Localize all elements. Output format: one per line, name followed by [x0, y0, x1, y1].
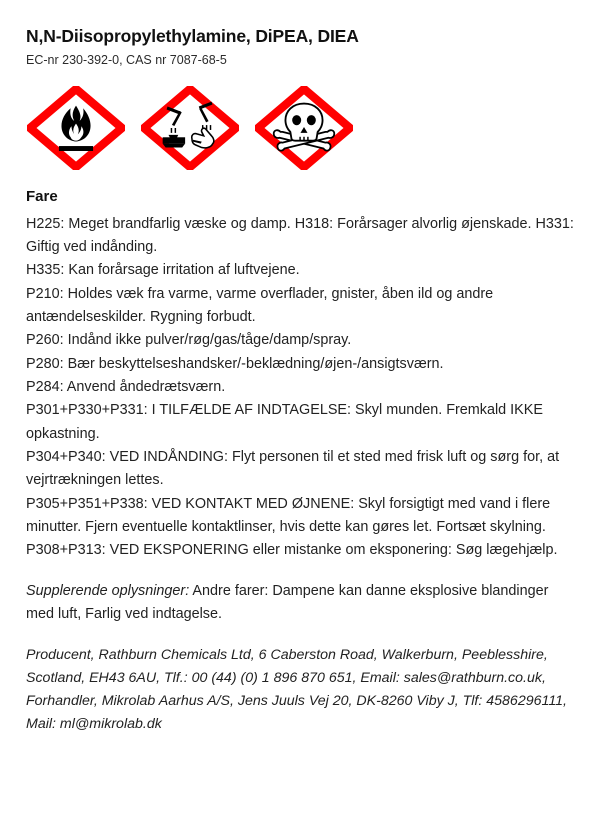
flame-pictogram [27, 86, 125, 170]
corrosion-pictogram [141, 86, 239, 170]
hazard-statements [26, 213, 576, 283]
precautionary-statement: P260: Indånd ikke pulver/røg/gas/tåge/damp/spray. [26, 332, 352, 349]
hazard-statement: H225: Meget brandfarlig væske og damp. H318: Forårsager alvorlig øjenskade. H331: Giftig ved indånding. [26, 215, 574, 256]
hazard-statement: H335: Kan forårsage irritation af luftvejene. [26, 262, 300, 279]
precautionary-statement: P304+P340: VED INDÅNDING: Flyt personen til et sted med frisk luft og sørg for, at vejrtrækningen lettes. [26, 449, 560, 489]
signal-word: Fare [26, 188, 58, 205]
skull-and-crossbones-pictogram [255, 86, 353, 170]
manufacturer-contact-info: Producent, Rathburn Chemicals Ltd, 6 Caberston Road, Walkerburn, Peeblesshire, Scotland, EH43 6AU, Tlf.: 00 (44) (0) 1 896 870 651, Email: sales@rathburn.co.uk, Forhandler, Mikrolab Aarhus A/S, Jens Juuls Vej 20, DK-8260 Viby J, Tlf: 4586296111, Mail: ml@mikrolab.dk [26, 647, 567, 733]
supplemental-label: Supplerende oplysninger: [26, 582, 190, 599]
substance-identifiers: EC-nr 230-392-0, CAS nr 7087-68-5 [26, 53, 227, 67]
precautionary-statement: P210: Holdes væk fra varme, varme overflader, gnister, åben ild og andre antændelseskilder. Rygning forbudt. [26, 285, 494, 326]
supplemental-information [26, 580, 576, 627]
precautionary-statement: P305+P351+P338: VED KONTAKT MED ØJNENE: Skyl forsigtigt med vand i flere minutter. Fjern eventuelle kontaktlinser, hvis dette kan gøres let. Fortsæt skylning. [26, 495, 551, 536]
precautionary-statement: P280: Bær beskyttelseshandsker/-beklædning/øjen-/ansigtsværn. [26, 355, 444, 372]
precautionary-statements [26, 283, 576, 563]
precautionary-statement: P284: Anvend åndedrætsværn. [26, 379, 226, 396]
supplemental-text: Andre farer: Dampene kan danne eksplosive blandinger med luft, Farlig ved indtagelse. [26, 582, 549, 622]
pictogram-row [27, 86, 576, 170]
page-title: N,N-Diisopropylethylamine, DiPEA, DIEA [26, 26, 359, 46]
precautionary-statement: P301+P330+P331: I TILFÆLDE AF INDTAGELSE: Skyl munden. Fremkald IKKE opkastning. [26, 402, 543, 442]
precautionary-statement: P308+P313: VED EKSPONERING eller mistanke om eksponering: Søg lægehjælp. [26, 542, 558, 559]
